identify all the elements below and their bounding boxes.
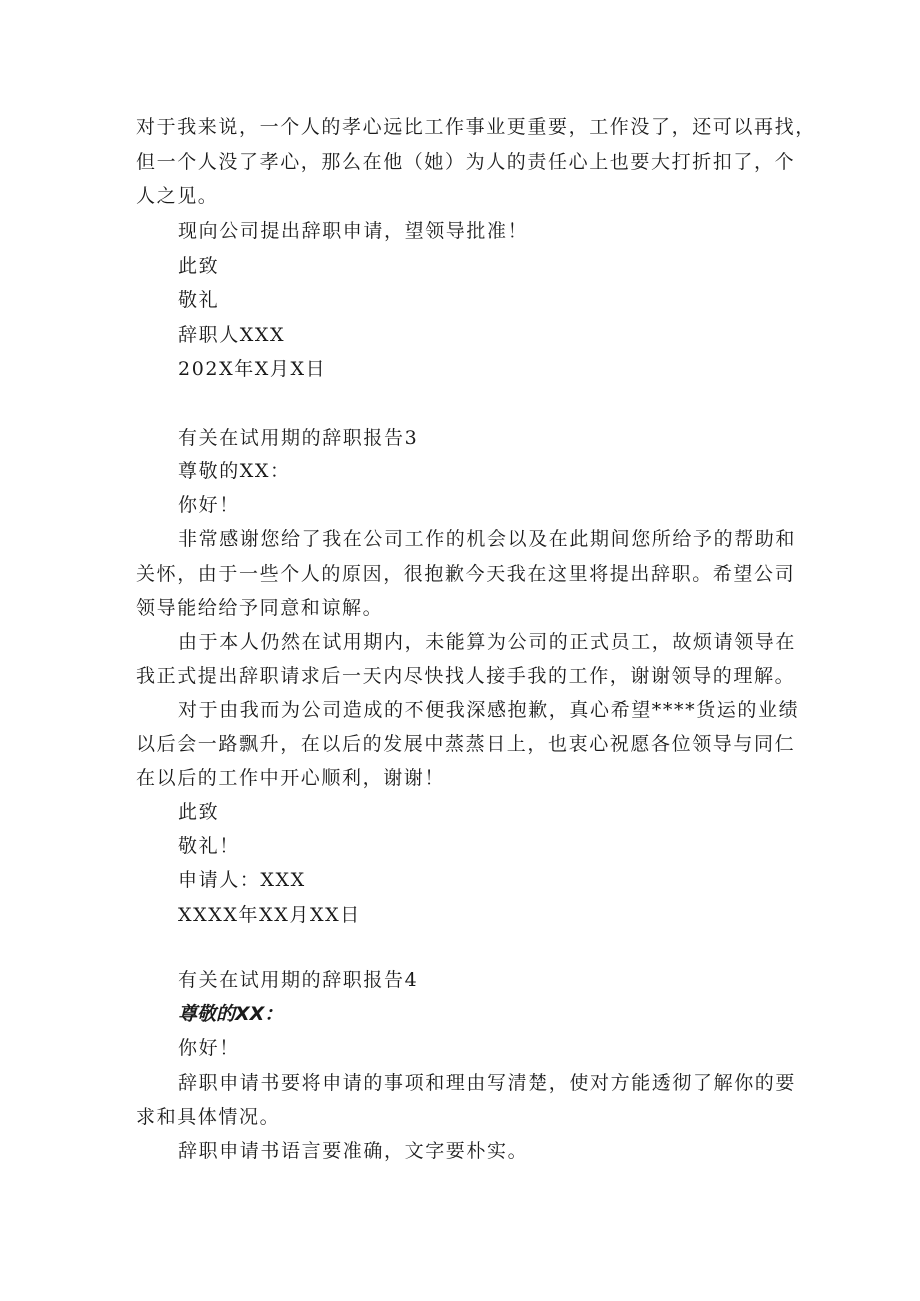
signer-line: 辞职人XXX — [178, 324, 286, 346]
paragraph-line: 在以后的工作中开心顺利，谢谢！ — [136, 767, 446, 789]
paragraph-line: 领导能给给予同意和谅解。 — [136, 597, 384, 619]
greeting: 你好！ — [178, 494, 240, 516]
salutation: 尊敬的XX： — [178, 460, 291, 482]
paragraph-line: 辞职申请书语言要准确，文字要朴实。 — [178, 1140, 529, 1162]
paragraph-line: 辞职申请书要将申请的事项和理由写清楚，使对方能透彻了解你的要 — [178, 1072, 797, 1094]
closing-line: 此致 — [178, 801, 220, 823]
closing-line: 敬礼！ — [178, 835, 240, 857]
paragraph-line: 我正式提出辞职请求后一天内尽快找人接手我的工作，谢谢领导的理解。 — [136, 665, 796, 687]
greeting: 你好！ — [178, 1037, 240, 1059]
paragraph-line: 对于我来说，一个人的孝心远比工作事业更重要，工作没了，还可以再找， — [136, 116, 816, 138]
paragraph-line: 由于本人仍然在试用期内，未能算为公司的正式员工，故烦请领导在 — [178, 631, 797, 653]
section-title: 有关在试用期的辞职报告4 — [178, 969, 419, 991]
paragraph-line: 对于由我而为公司造成的不便我深感抱歉，真心希望****货运的业绩 — [178, 699, 800, 721]
paragraph-line: 非常感谢您给了我在公司工作的机会以及在此期间您所给予的帮助和 — [178, 528, 797, 550]
salutation: 尊敬的XX： — [178, 1003, 284, 1025]
request-line: 现向公司提出辞职申请，望领导批准！ — [178, 220, 529, 242]
section-title: 有关在试用期的辞职报告3 — [178, 427, 419, 449]
closing-line: 此致 — [178, 255, 220, 277]
paragraph-line: 但一个人没了孝心，那么在他（她）为人的责任心上也要大打折扣了，个 — [136, 151, 796, 173]
paragraph-line: 求和具体情况。 — [136, 1106, 281, 1128]
paragraph-line: 人之见。 — [136, 185, 219, 207]
date-line: 202X年X月X日 — [178, 358, 327, 380]
closing-line: 敬礼 — [178, 289, 220, 311]
date-line: XXXX年XX月XX日 — [178, 904, 361, 926]
paragraph-line: 以后会一路飘升，在以后的发展中蒸蒸日上，也衷心祝愿各位领导与同仁 — [136, 733, 796, 755]
paragraph-line: 关怀，由于一些个人的原因，很抱歉今天我在这里将提出辞职。希望公司 — [136, 563, 796, 585]
signer-line: 申请人：XXX — [178, 869, 306, 891]
